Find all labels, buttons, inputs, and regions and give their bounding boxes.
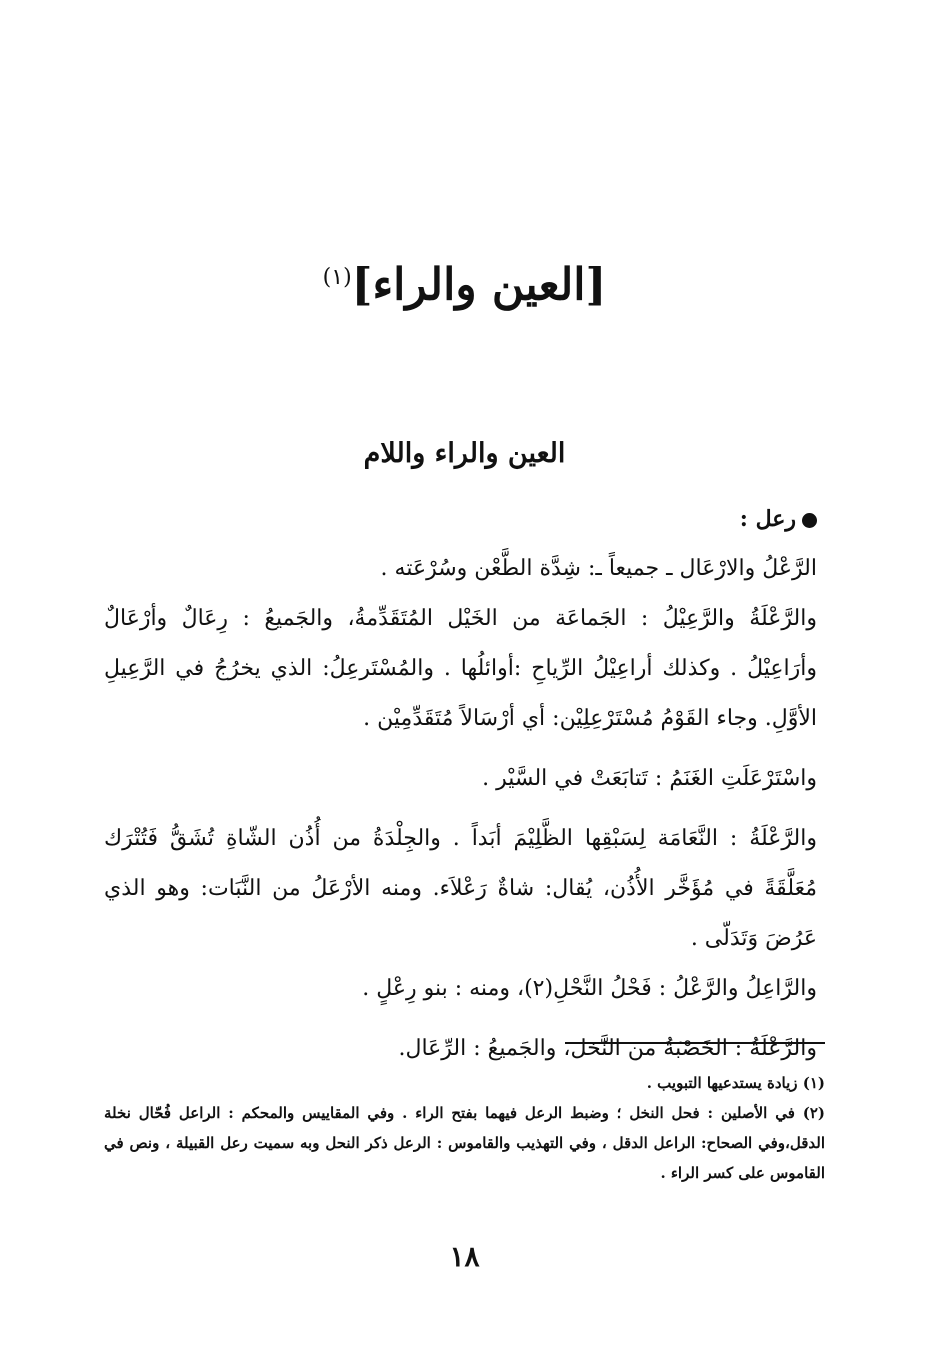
paragraph: والرَّعْلَةُ : النَّعَامَة لِسَبْقِها الظَّلِيْمَ أبَداً . والجِلْدَةُ من أُذُن الشّاةِ تُشَقُّ فَتُتْرَك مُعَلَّقَةً في مُؤَخَّر الأُذُن، يُقال: شاةٌ رَعْلاَء. ومنه الأرْعَلُ من النَّبَات: وهو الذي عَرُضَ وَتَدَلّى . [104, 826, 817, 951]
footnote-separator [565, 1042, 825, 1044]
section-title: العين والراء واللام [363, 438, 566, 469]
chapter-title-note-ref: (١) [322, 265, 352, 290]
paragraph: الرَّعْلُ والارْعَال ـ جميعاً ـ: شِدَّة الطَّعْن وسُرْعَته . [380, 556, 817, 581]
paragraph: والرَّعْلَةُ والرَّعِيْلُ : الجَماعَة من الخَيْل المُتَقَدِّمةُ، والجَميعُ : رِعَالٌ وأرْعَالٌ وأرَاعِيْلُ . وكذلك أراعِيْلُ الرِّياحِ :أوائلُها . والمُسْتَرعِلُ: الذي يخرُجُ في الرَّعِيلِ الأوَّلِ. وجاء القَوْمُ مُسْتَرْعِلِيْن: أي أرْسَالاً مُتَقَدِّمِيْن . [104, 606, 817, 731]
chapter-title-text: [العين والراء] [351, 259, 607, 311]
footnote: (١) زيادة يستدعيها التبويب . [646, 1074, 825, 1092]
entry-body [104, 494, 817, 1074]
paragraph: والرَّاعِلُ والرَّعْلُ : فَحْلُ النَّحْلِ(٢)، ومنه : بنو رِعْلٍ . [362, 976, 817, 1001]
footnotes [104, 1068, 825, 1188]
page-number: ١٨ [449, 1240, 480, 1273]
entry-heading [104, 494, 817, 544]
paragraph: واسْتَرْعَلَتِ الغَنَمُ : تَتابَعَتْ في السَّيْر . [482, 766, 817, 791]
footnote: (٢) في الأصلين : فحل النخل ؛ وضبط الرعل فيهما بفتح الراء . وفي المقاييس والمحكم : الراعل فُحّال نخلة الدقل،وفي الصحاح: الراعل الدقل ، وفي التهذيب والقاموس : الرعل ذكر النحل وبه سميت رعل القبيلة ، ونص في القاموس على كسر الراء . [104, 1104, 825, 1182]
chapter-title [0, 248, 929, 316]
entry-heading-text: رعل : [739, 506, 796, 532]
paragraph: والرَّعْلَةُ : الخَصْبَةُ من النَّخل، والجَميعُ : الرِّعَال. [398, 1036, 817, 1061]
bullet-icon [802, 513, 817, 528]
